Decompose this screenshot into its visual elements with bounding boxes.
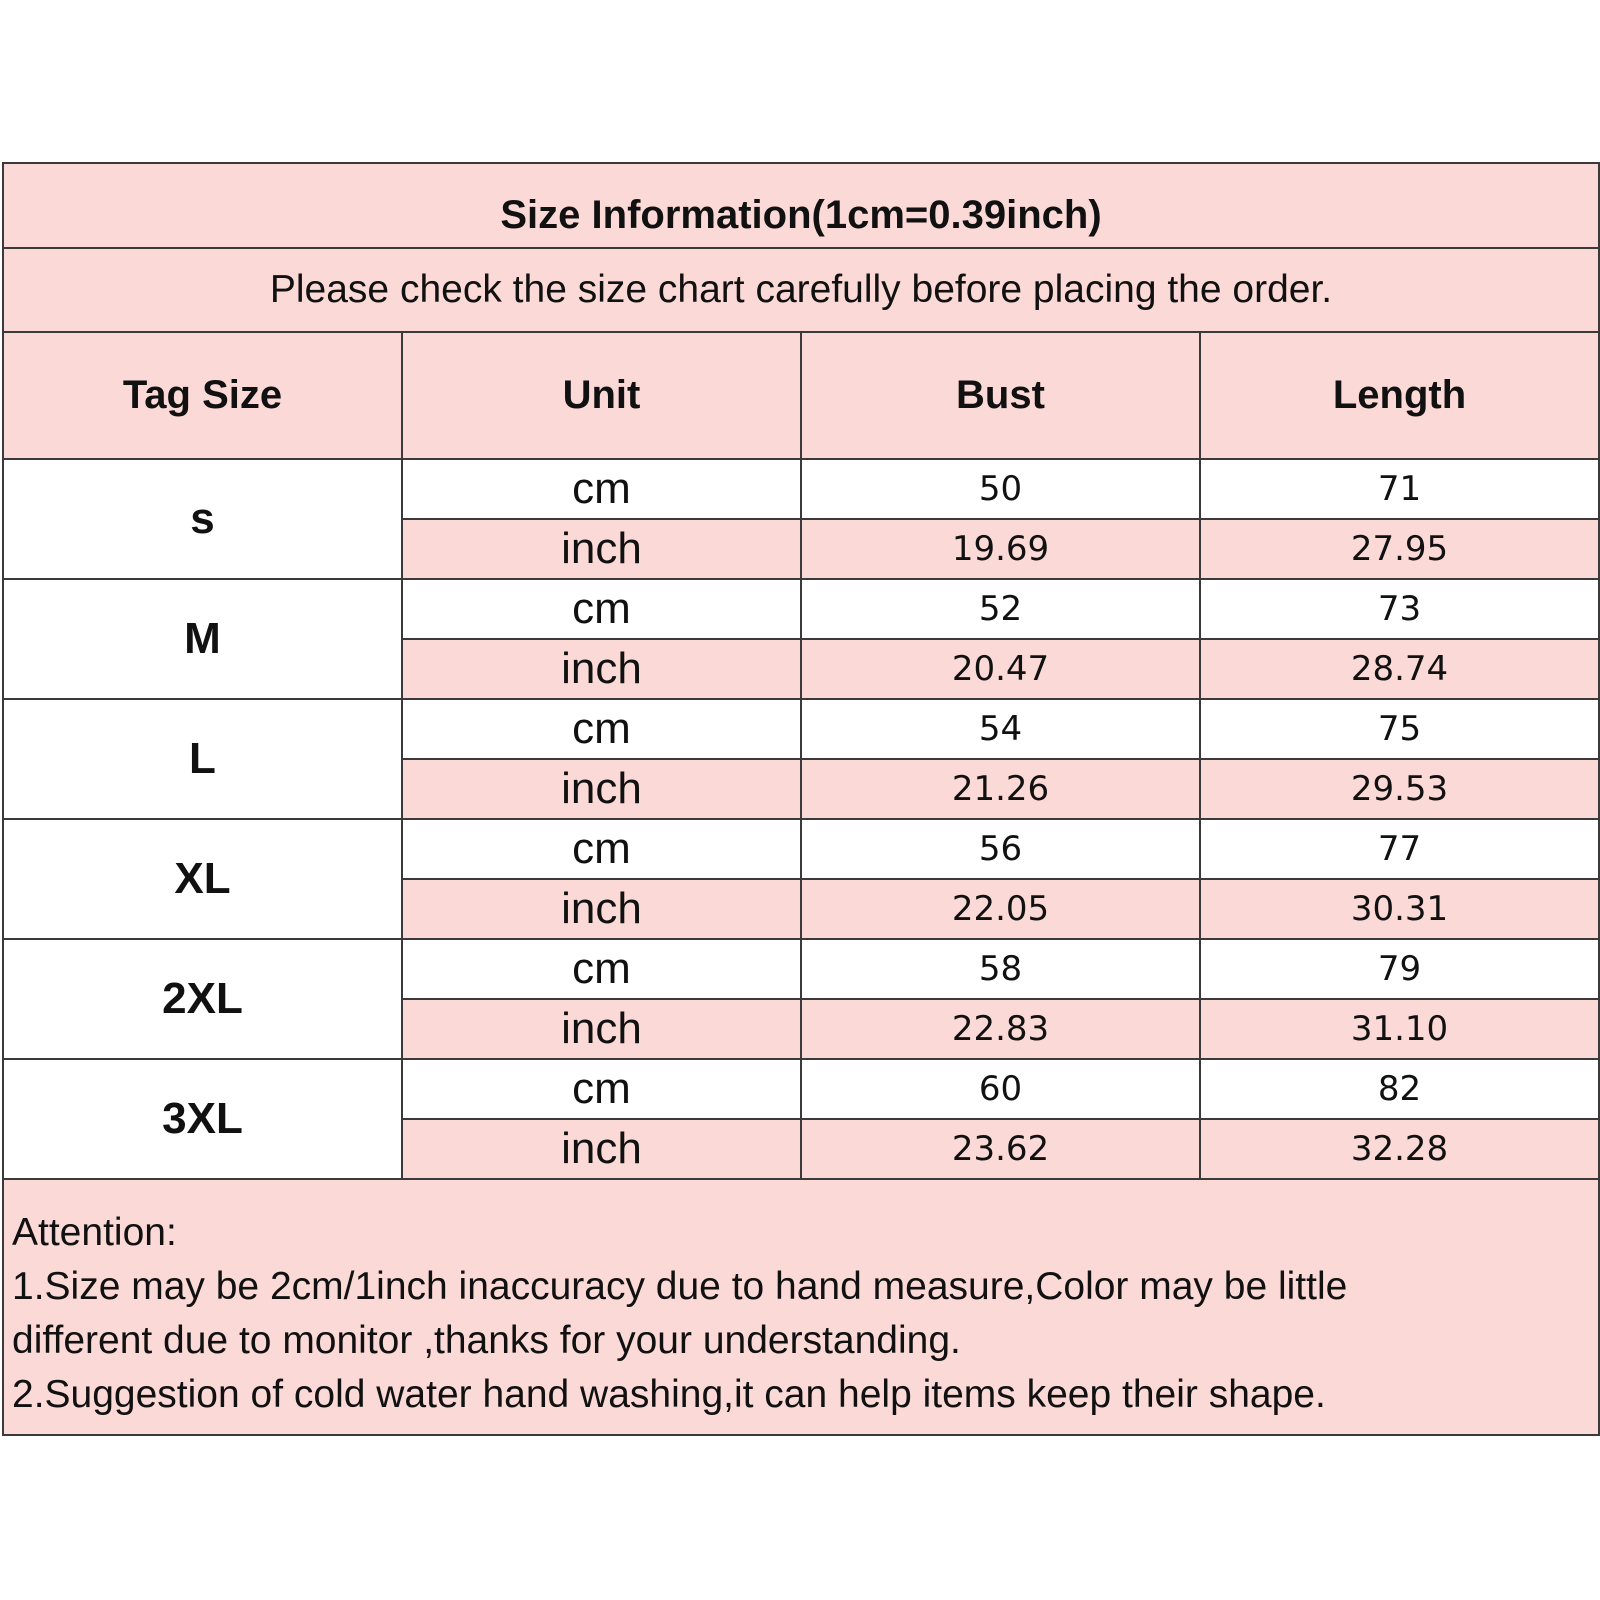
length-cell: 75 [1200, 699, 1599, 759]
tag-size-cell: s [3, 459, 402, 579]
unit-cell: cm [402, 1059, 801, 1119]
bust-cell: 20.47 [801, 639, 1200, 699]
length-cell: 32.28 [1200, 1119, 1599, 1179]
unit-cell: cm [402, 819, 801, 879]
bust-cell: 21.26 [801, 759, 1200, 819]
header-length: Length [1200, 332, 1599, 459]
length-cell: 27.95 [1200, 519, 1599, 579]
bust-cell: 52 [801, 579, 1200, 639]
length-cell: 77 [1200, 819, 1599, 879]
unit-cell: cm [402, 939, 801, 999]
table-row [3, 699, 1599, 759]
unit-cell: inch [402, 759, 801, 819]
attention-notes [3, 1179, 1599, 1435]
table-row [3, 819, 1599, 879]
table-row [3, 1059, 1599, 1119]
header-tag-size: Tag Size [3, 332, 402, 459]
tag-size-cell: 2XL [3, 939, 402, 1059]
length-cell: 79 [1200, 939, 1599, 999]
length-cell: 71 [1200, 459, 1599, 519]
unit-cell: cm [402, 579, 801, 639]
unit-cell: inch [402, 1119, 801, 1179]
tag-size-cell: XL [3, 819, 402, 939]
length-cell: 30.31 [1200, 879, 1599, 939]
bust-cell: 58 [801, 939, 1200, 999]
table-row [3, 579, 1599, 639]
bust-cell: 56 [801, 819, 1200, 879]
length-cell: 31.10 [1200, 999, 1599, 1059]
bust-cell: 54 [801, 699, 1200, 759]
unit-cell: inch [402, 519, 801, 579]
header-unit: Unit [402, 332, 801, 459]
bust-cell: 22.83 [801, 999, 1200, 1059]
attention-line: 1.Size may be 2cm/1inch inaccuracy due to hand measure,Color may be little [12, 1265, 1348, 1308]
header-bust: Bust [801, 332, 1200, 459]
size-chart-table [2, 162, 1600, 1436]
bust-cell: 50 [801, 459, 1200, 519]
tag-size-cell: M [3, 579, 402, 699]
length-cell: 29.53 [1200, 759, 1599, 819]
table-row [3, 939, 1599, 999]
length-cell: 82 [1200, 1059, 1599, 1119]
size-chart-title: Size Information(1cm=0.39inch) [3, 163, 1599, 248]
attention-line: 2.Suggestion of cold water hand washing,it can help items keep their shape. [12, 1373, 1326, 1416]
unit-cell: inch [402, 879, 801, 939]
length-cell: 73 [1200, 579, 1599, 639]
table-row [3, 459, 1599, 519]
attention-line: different due to monitor ,thanks for your understanding. [12, 1319, 961, 1362]
bust-cell: 23.62 [801, 1119, 1200, 1179]
bust-cell: 22.05 [801, 879, 1200, 939]
attention-heading: Attention: [12, 1211, 177, 1254]
unit-cell: inch [402, 639, 801, 699]
header-row [3, 332, 1599, 459]
size-chart-subtitle: Please check the size chart carefully before placing the order. [3, 248, 1599, 332]
unit-cell: cm [402, 459, 801, 519]
bust-cell: 60 [801, 1059, 1200, 1119]
tag-size-cell: L [3, 699, 402, 819]
tag-size-cell: 3XL [3, 1059, 402, 1179]
unit-cell: inch [402, 999, 801, 1059]
length-cell: 28.74 [1200, 639, 1599, 699]
unit-cell: cm [402, 699, 801, 759]
bust-cell: 19.69 [801, 519, 1200, 579]
